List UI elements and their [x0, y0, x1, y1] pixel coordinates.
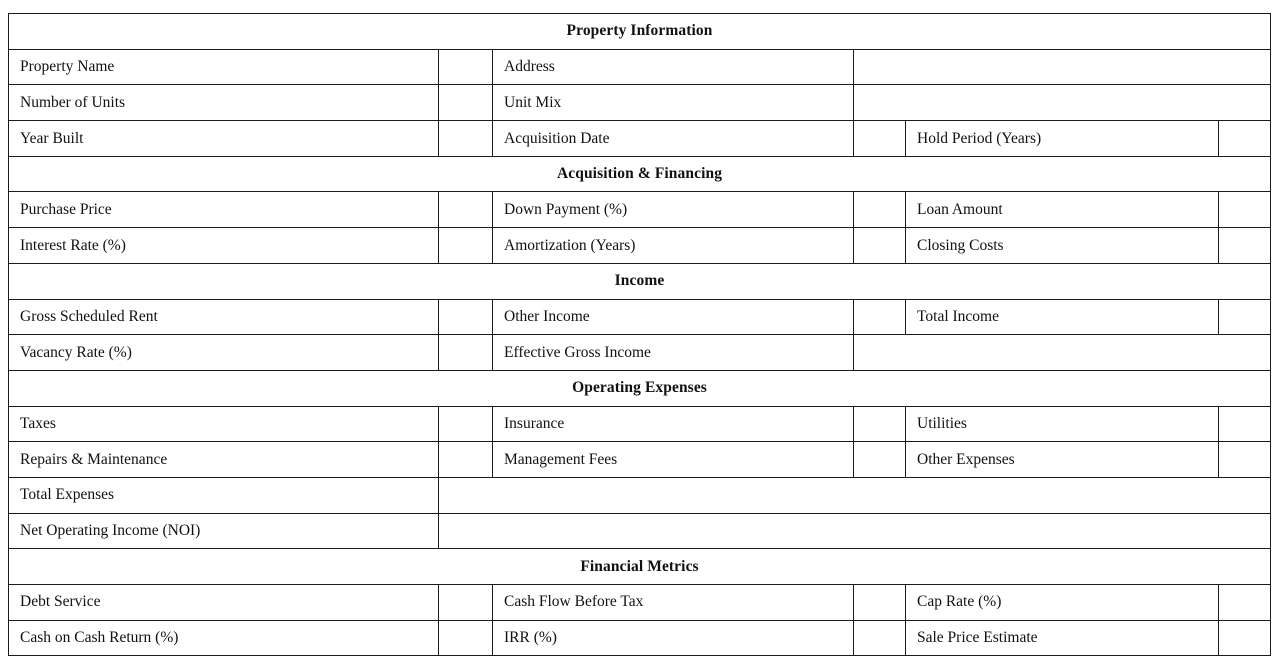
field-label: Cap Rate (%) [906, 585, 1219, 621]
table-row [9, 442, 1271, 478]
field-label: Acquisition Date [493, 121, 854, 157]
section-heading: Property Information [9, 14, 1271, 50]
field-value-cell[interactable] [854, 299, 906, 335]
field-value-cell[interactable] [854, 192, 906, 228]
field-value-cell[interactable] [439, 335, 493, 371]
field-value-cell[interactable] [854, 49, 1271, 85]
field-value-cell[interactable] [1219, 585, 1271, 621]
field-label: Total Expenses [9, 477, 439, 513]
field-value-cell[interactable] [854, 442, 906, 478]
field-label: Gross Scheduled Rent [9, 299, 439, 335]
field-label: Interest Rate (%) [9, 228, 439, 264]
field-label: Sale Price Estimate [906, 620, 1219, 656]
field-value-cell[interactable] [1219, 299, 1271, 335]
field-value-cell[interactable] [854, 406, 906, 442]
field-value-cell[interactable] [854, 585, 906, 621]
table-row [9, 299, 1271, 335]
field-value-cell[interactable] [439, 121, 493, 157]
table-row [9, 49, 1271, 85]
field-value-cell[interactable] [854, 121, 906, 157]
field-label: IRR (%) [493, 620, 854, 656]
field-value-cell[interactable] [854, 620, 906, 656]
field-label: Net Operating Income (NOI) [9, 513, 439, 549]
field-label: Amortization (Years) [493, 228, 854, 264]
table-row [9, 192, 1271, 228]
field-value-cell[interactable] [1219, 620, 1271, 656]
field-value-cell[interactable] [1219, 192, 1271, 228]
underwriting-table [8, 13, 1271, 656]
field-label: Utilities [906, 406, 1219, 442]
field-value-cell[interactable] [439, 85, 493, 121]
field-value-cell[interactable] [439, 406, 493, 442]
table-row [9, 121, 1271, 157]
table-row [9, 513, 1271, 549]
field-label: Closing Costs [906, 228, 1219, 264]
field-label: Property Name [9, 49, 439, 85]
field-label: Down Payment (%) [493, 192, 854, 228]
table-row [9, 620, 1271, 656]
field-label: Year Built [9, 121, 439, 157]
field-value-cell[interactable] [854, 228, 906, 264]
field-label: Unit Mix [493, 85, 854, 121]
field-label: Cash Flow Before Tax [493, 585, 854, 621]
section-heading: Operating Expenses [9, 370, 1271, 406]
field-label: Repairs & Maintenance [9, 442, 439, 478]
table-row [9, 585, 1271, 621]
field-value-cell[interactable] [439, 49, 493, 85]
field-value-cell[interactable] [439, 192, 493, 228]
field-label: Total Income [906, 299, 1219, 335]
field-value-cell[interactable] [1219, 442, 1271, 478]
field-label: Insurance [493, 406, 854, 442]
table-body [9, 14, 1271, 656]
table-row [9, 228, 1271, 264]
field-value-cell[interactable] [1219, 228, 1271, 264]
field-label: Management Fees [493, 442, 854, 478]
section-header-row [9, 549, 1271, 585]
field-label: Number of Units [9, 85, 439, 121]
section-header-row [9, 370, 1271, 406]
field-label: Address [493, 49, 854, 85]
table-row [9, 335, 1271, 371]
field-value-cell[interactable] [1219, 121, 1271, 157]
field-value-cell[interactable] [439, 442, 493, 478]
table-row [9, 85, 1271, 121]
field-label: Purchase Price [9, 192, 439, 228]
field-value-cell[interactable] [439, 585, 493, 621]
field-label: Vacancy Rate (%) [9, 335, 439, 371]
field-label: Debt Service [9, 585, 439, 621]
table-row [9, 406, 1271, 442]
field-value-cell[interactable] [439, 620, 493, 656]
field-value-cell[interactable] [439, 477, 1271, 513]
section-heading: Income [9, 263, 1271, 299]
field-label: Other Income [493, 299, 854, 335]
field-label: Effective Gross Income [493, 335, 854, 371]
field-label: Cash on Cash Return (%) [9, 620, 439, 656]
field-label: Loan Amount [906, 192, 1219, 228]
table-row [9, 477, 1271, 513]
field-value-cell[interactable] [854, 335, 1271, 371]
section-header-row [9, 263, 1271, 299]
section-heading: Acquisition & Financing [9, 156, 1271, 192]
field-label: Hold Period (Years) [906, 121, 1219, 157]
field-value-cell[interactable] [1219, 406, 1271, 442]
section-header-row [9, 14, 1271, 50]
field-label: Taxes [9, 406, 439, 442]
field-value-cell[interactable] [439, 299, 493, 335]
field-value-cell[interactable] [439, 228, 493, 264]
field-value-cell[interactable] [854, 85, 1271, 121]
section-header-row [9, 156, 1271, 192]
field-value-cell[interactable] [439, 513, 1271, 549]
section-heading: Financial Metrics [9, 549, 1271, 585]
field-label: Other Expenses [906, 442, 1219, 478]
